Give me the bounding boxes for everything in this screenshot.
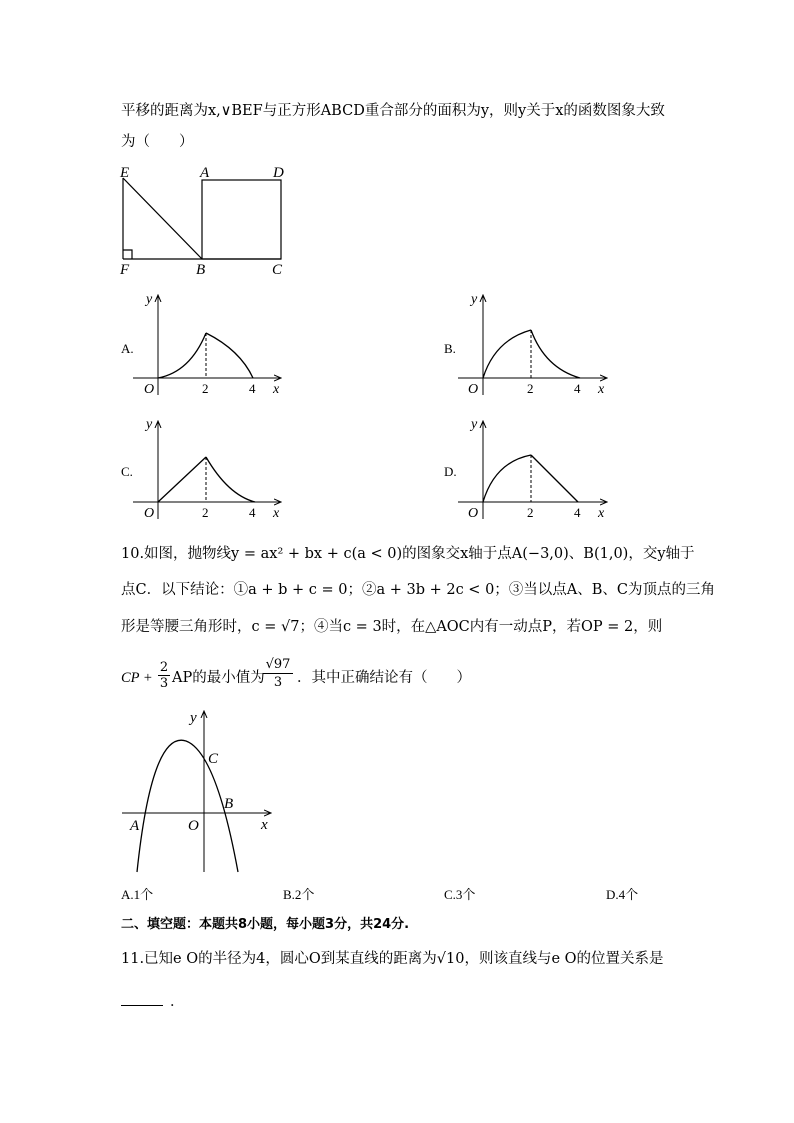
svg-text:y: y <box>471 292 478 307</box>
svg-text:x: x <box>598 506 605 521</box>
q10-choice-D: D.4个 <box>606 887 639 902</box>
svg-text:x: x <box>261 817 268 833</box>
svg-text:2: 2 <box>202 505 209 520</box>
section2-title: 二、填空题：本题共8小题，每小题3分，共24分. <box>121 917 410 932</box>
svg-text:O: O <box>144 382 155 397</box>
q10-choice-B: B.2个 <box>283 887 315 902</box>
q10-line1: 10.如图，抛物线y = ax² + bx + c(a < 0)的图象交x轴于点A(−3,0)、B(1,0)，交y轴于 <box>121 546 695 562</box>
label-B: B <box>196 262 206 278</box>
q10-choice-A: A.1个 <box>121 887 154 902</box>
svg-text:y: y <box>146 417 153 432</box>
svg-text:4: 4 <box>574 381 581 396</box>
svg-text:B: B <box>224 796 234 812</box>
svg-text:y: y <box>146 292 153 307</box>
q10-line2: 点C．以下结论：①a + b + c = 0；②a + 3b + 2c < 0；③当以点A、B、C为顶点的三角 <box>121 582 716 598</box>
frac-sqrt97-3: $\frac{√97}{3}$ <box>263 656 293 691</box>
q11-end: ． <box>170 994 185 1010</box>
svg-text:x: x <box>273 506 280 521</box>
svg-text:y: y <box>471 417 478 432</box>
svg-text:2: 2 <box>202 381 209 396</box>
svg-text:y: y <box>190 710 197 726</box>
q9-line2: 为（ ） <box>121 134 194 150</box>
label-F: F <box>120 262 130 278</box>
q10-line4-pre: CP + <box>121 670 153 686</box>
option-C-label: C. <box>121 464 133 479</box>
q11-answer-blank[interactable] <box>121 1005 163 1006</box>
q10-line4-post: ．其中正确结论有（ ） <box>297 670 471 686</box>
svg-text:O: O <box>468 382 479 397</box>
q10-choice-C: C.3个 <box>444 887 476 902</box>
label-E: E <box>120 165 130 181</box>
svg-text:4: 4 <box>574 505 581 520</box>
frac-2-3: $\frac{2}{3}$ <box>159 660 169 691</box>
option-A-label: A. <box>121 341 134 356</box>
svg-text:2: 2 <box>527 381 534 396</box>
q10-line3: 形是等腰三角形时，c = √7；④当c = 3时，在△AOC内有一动点P，若OP = 2，则 <box>121 619 663 635</box>
option-D-label: D. <box>444 464 457 479</box>
svg-text:O: O <box>144 506 155 521</box>
label-A: A <box>200 165 210 181</box>
label-D: D <box>273 165 284 181</box>
svg-text:4: 4 <box>249 381 256 396</box>
svg-text:O: O <box>188 818 199 834</box>
svg-text:x: x <box>598 382 605 397</box>
label-C: C <box>272 262 283 278</box>
q11-line1: 11.已知e O的半径为4，圆心O到某直线的距离为√10，则该直线与e O的位置关系是 <box>121 951 664 967</box>
option-B-label: B. <box>444 341 456 356</box>
svg-text:4: 4 <box>249 505 256 520</box>
svg-text:2: 2 <box>527 505 534 520</box>
svg-text:O: O <box>468 506 479 521</box>
svg-text:C: C <box>208 751 219 767</box>
q10-line4-mid: AP的最小值为 <box>172 670 265 686</box>
svg-text:x: x <box>273 382 280 397</box>
q9-line1: 平移的距离为x,∨BEF与正方形ABCD重合部分的面积为y，则y关于x的函数图象大致 <box>121 103 665 119</box>
svg-text:A: A <box>130 818 140 834</box>
